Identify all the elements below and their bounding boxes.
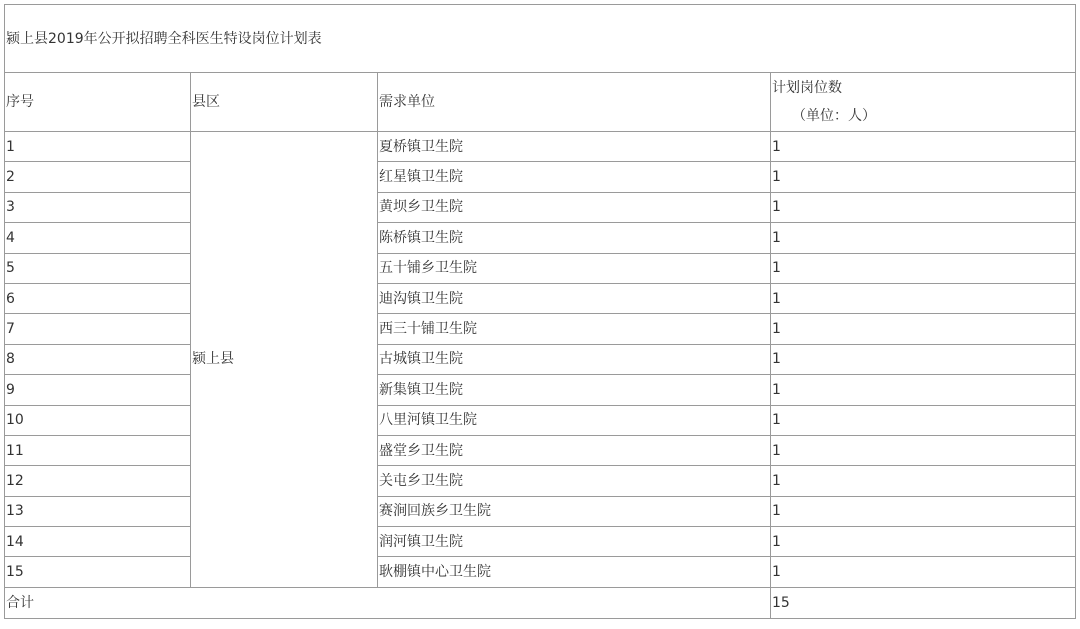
row-unit: 八里河镇卫生院: [378, 405, 771, 435]
total-count: 15: [771, 587, 1076, 618]
row-unit: 黄坝乡卫生院: [378, 192, 771, 222]
header-unit: 需求单位: [378, 73, 771, 132]
row-index: 5: [5, 253, 191, 283]
row-count: 1: [771, 132, 1076, 162]
table-row: [5, 466, 1076, 496]
table-row: [5, 435, 1076, 465]
row-index: 13: [5, 496, 191, 526]
table-row: [5, 344, 1076, 374]
row-index: 11: [5, 435, 191, 465]
table-row: [5, 192, 1076, 222]
table-row: [5, 405, 1076, 435]
header-count: [771, 73, 1076, 132]
row-unit: 润河镇卫生院: [378, 527, 771, 557]
row-count: 1: [771, 405, 1076, 435]
row-unit: 五十铺乡卫生院: [378, 253, 771, 283]
row-index: 2: [5, 162, 191, 192]
row-index: 10: [5, 405, 191, 435]
row-index: 1: [5, 132, 191, 162]
table-title: 颍上县2019年公开拟招聘全科医生特设岗位计划表: [5, 5, 1076, 73]
row-unit: 新集镇卫生院: [378, 375, 771, 405]
row-count: 1: [771, 557, 1076, 587]
header-count-unit: （单位：人）: [792, 108, 876, 124]
row-index: 6: [5, 283, 191, 313]
row-unit: 陈桥镇卫生院: [378, 223, 771, 253]
table-row: [5, 527, 1076, 557]
table-row: [5, 314, 1076, 344]
header-county: 县区: [191, 73, 378, 132]
row-unit: 耿棚镇中心卫生院: [378, 557, 771, 587]
row-count: 1: [771, 496, 1076, 526]
total-row: [5, 587, 1076, 618]
row-index: 15: [5, 557, 191, 587]
row-count: 1: [771, 253, 1076, 283]
row-count: 1: [771, 192, 1076, 222]
row-index: 8: [5, 344, 191, 374]
row-count: 1: [771, 375, 1076, 405]
row-index: 7: [5, 314, 191, 344]
title-row: [5, 5, 1076, 73]
row-count: 1: [771, 466, 1076, 496]
table-row: [5, 253, 1076, 283]
header-count-label: 计划岗位数: [772, 80, 842, 96]
table-row: [5, 223, 1076, 253]
row-count: 1: [771, 527, 1076, 557]
row-unit: 红星镇卫生院: [378, 162, 771, 192]
row-count: 1: [771, 162, 1076, 192]
table-row: [5, 283, 1076, 313]
table-row: [5, 162, 1076, 192]
row-unit: 赛涧回族乡卫生院: [378, 496, 771, 526]
row-unit: 盛堂乡卫生院: [378, 435, 771, 465]
row-count: 1: [771, 435, 1076, 465]
header-row: [5, 73, 1076, 132]
row-index: 9: [5, 375, 191, 405]
row-unit: 夏桥镇卫生院: [378, 132, 771, 162]
county-cell: 颍上县: [191, 132, 378, 588]
table-row: [5, 557, 1076, 587]
row-unit: 古城镇卫生院: [378, 344, 771, 374]
row-unit: 关屯乡卫生院: [378, 466, 771, 496]
header-index: 序号: [5, 73, 191, 132]
row-index: 3: [5, 192, 191, 222]
row-unit: 西三十铺卫生院: [378, 314, 771, 344]
total-label: 合计: [5, 587, 771, 618]
row-count: 1: [771, 314, 1076, 344]
recruitment-plan-table: [4, 4, 1076, 619]
row-count: 1: [771, 283, 1076, 313]
row-index: 4: [5, 223, 191, 253]
row-index: 14: [5, 527, 191, 557]
table-row: [5, 496, 1076, 526]
table-row: [5, 132, 1076, 162]
row-count: 1: [771, 223, 1076, 253]
table-row: [5, 375, 1076, 405]
row-index: 12: [5, 466, 191, 496]
row-count: 1: [771, 344, 1076, 374]
row-unit: 迪沟镇卫生院: [378, 283, 771, 313]
